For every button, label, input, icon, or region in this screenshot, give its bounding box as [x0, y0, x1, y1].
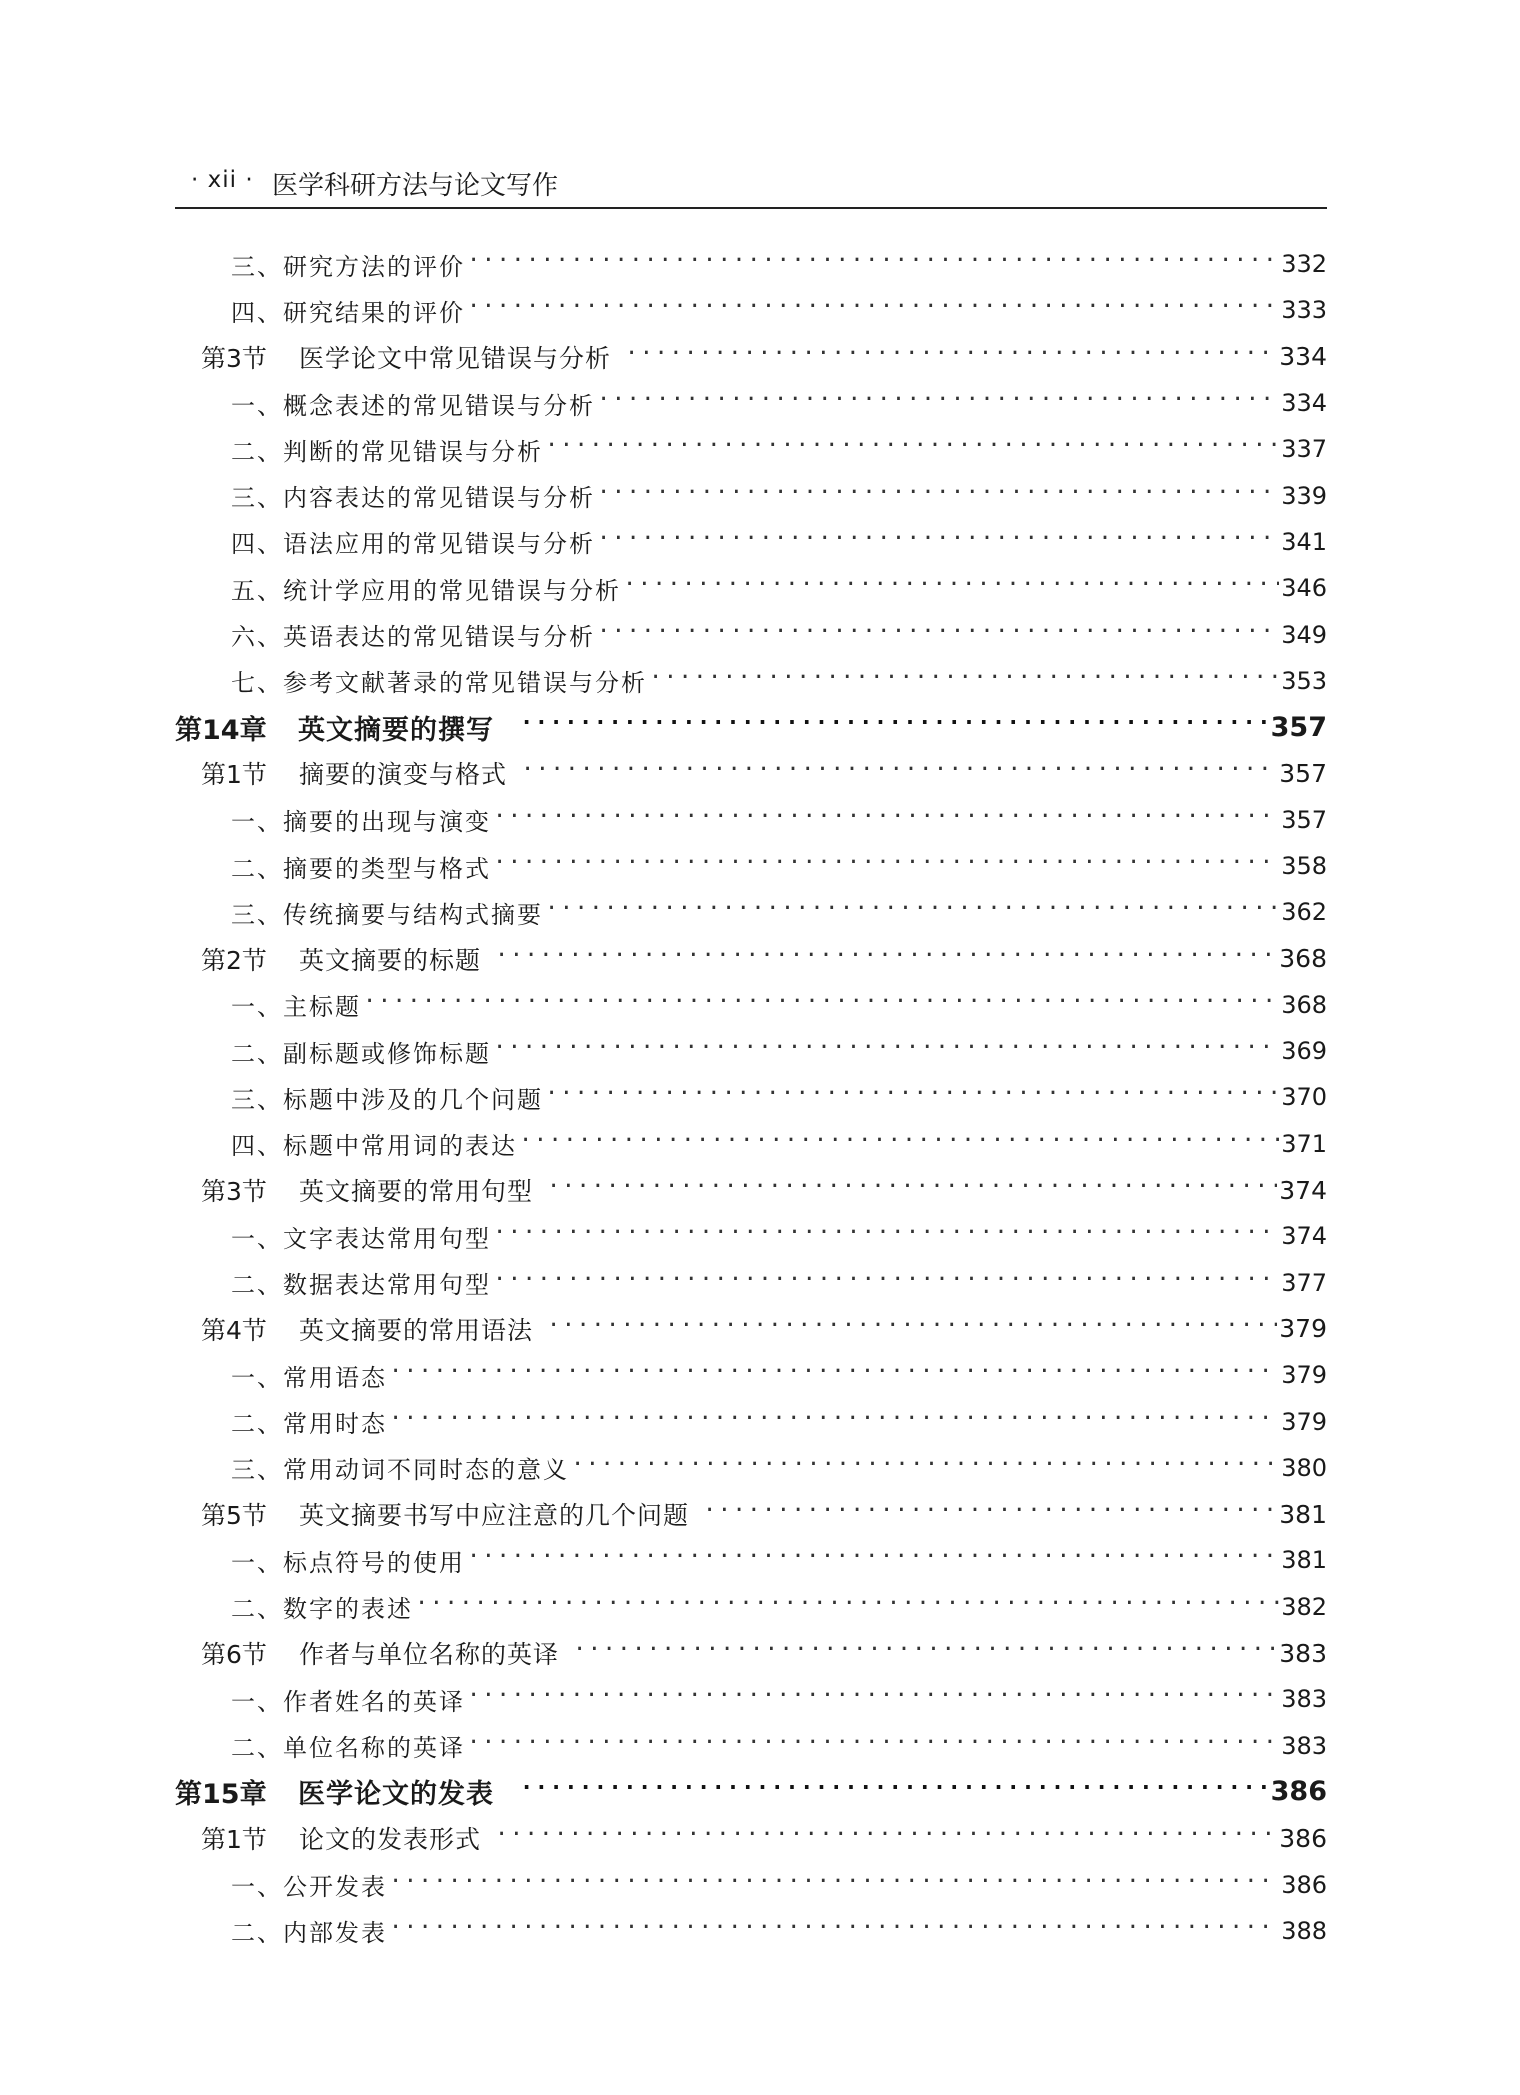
toc-entry-title-wrap	[201, 941, 481, 977]
toc-entry-title-wrap	[231, 1265, 491, 1300]
toc-page-number: 353	[1281, 666, 1327, 695]
toc-section-row	[175, 1167, 1327, 1213]
toc-entry-title-wrap	[231, 1358, 387, 1393]
toc-page-number: 358	[1281, 852, 1327, 880]
toc-item-row	[175, 380, 1327, 426]
toc-chapter-number: 第14章	[175, 714, 267, 746]
toc-section-title: 医学论文中常见错误与分析	[299, 343, 612, 373]
dot-leader	[597, 486, 1279, 506]
dot-leader	[467, 1689, 1279, 1709]
toc-entry-title-wrap	[231, 247, 465, 282]
toc-item-row	[175, 982, 1327, 1028]
dot-leader	[547, 1319, 1277, 1339]
toc-page-number: 379	[1281, 1407, 1327, 1436]
dot-leader	[520, 1782, 1269, 1802]
toc-section-row	[175, 935, 1327, 981]
toc-entry-title-wrap	[231, 1728, 465, 1763]
toc-item-row	[175, 1074, 1327, 1120]
toc-item-title: 一、作者姓名的英译	[231, 1687, 465, 1716]
dot-leader	[573, 1643, 1277, 1663]
toc-page-number: 386	[1279, 1823, 1327, 1853]
toc-section-title: 英文摘要的标题	[299, 945, 482, 975]
toc-section-number: 第1节	[201, 1825, 267, 1855]
header-book-title: 医学科研方法与论文写作	[272, 171, 559, 201]
toc-page-number: 332	[1281, 250, 1327, 279]
toc-item-title: 三、常用动词不同时态的意义	[231, 1456, 569, 1485]
toc-entry-title-wrap	[231, 1126, 517, 1161]
dot-leader	[545, 439, 1279, 459]
toc-item-title: 六、英语表达的常见错误与分析	[231, 623, 595, 652]
toc-page-number: 334	[1281, 389, 1327, 418]
toc-item-row	[175, 1028, 1327, 1074]
dot-leader	[493, 1273, 1279, 1293]
toc-page-number: 377	[1281, 1268, 1327, 1297]
toc-item-title: 二、判断的常见错误与分析	[231, 437, 543, 466]
toc-page-number: 337	[1281, 435, 1327, 464]
toc-item-row	[175, 611, 1327, 657]
toc-entry-title-wrap	[231, 1219, 491, 1254]
toc-item-row	[175, 287, 1327, 333]
dot-leader	[389, 1875, 1279, 1895]
toc-item-row	[175, 426, 1327, 472]
toc-item-row	[175, 1537, 1327, 1583]
dot-leader	[389, 1365, 1279, 1385]
table-of-contents	[175, 241, 1327, 1954]
dot-leader	[597, 625, 1279, 645]
toc-section-title: 论文的发表形式	[299, 1825, 482, 1855]
toc-chapter-row	[175, 1769, 1327, 1815]
toc-chapter-title: 医学论文的发表	[298, 1779, 494, 1811]
toc-entry-title-wrap	[231, 1543, 465, 1578]
toc-item-row	[175, 1861, 1327, 1907]
toc-item-title: 二、内部发表	[231, 1919, 387, 1948]
toc-entry-title-wrap	[175, 1772, 494, 1811]
dot-leader	[571, 1458, 1279, 1478]
toc-section-title: 英文摘要的常用句型	[299, 1177, 534, 1207]
toc-page-number: 386	[1270, 1776, 1327, 1808]
toc-section-row	[175, 750, 1327, 796]
toc-page-number: 383	[1279, 1638, 1327, 1668]
toc-page-number: 357	[1281, 805, 1327, 834]
toc-section-title: 作者与单位名称的英译	[299, 1640, 560, 1670]
dot-leader	[493, 810, 1279, 830]
toc-page-number: 374	[1279, 1175, 1327, 1205]
toc-page-number: 339	[1281, 481, 1327, 510]
toc-entry-title-wrap	[201, 1820, 481, 1856]
toc-item-title: 一、概念表述的常见错误与分析	[231, 391, 595, 420]
toc-page-number: 386	[1281, 1870, 1327, 1899]
toc-chapter-row	[175, 704, 1327, 750]
dot-leader	[649, 671, 1279, 691]
toc-page-number: 374	[1281, 1222, 1327, 1251]
dot-leader	[623, 578, 1279, 598]
toc-page-number: 362	[1281, 898, 1327, 927]
toc-item-row	[175, 472, 1327, 518]
toc-page-number: 383	[1281, 1685, 1327, 1714]
toc-page-number: 380	[1281, 1453, 1327, 1482]
toc-entry-title-wrap	[231, 1034, 491, 1069]
toc-entry-title-wrap	[231, 1450, 569, 1485]
toc-page-number: 370	[1281, 1083, 1327, 1112]
dot-leader	[545, 902, 1279, 922]
dot-leader	[493, 1041, 1279, 1061]
toc-item-title: 二、单位名称的英译	[231, 1734, 465, 1763]
toc-entry-title-wrap	[231, 987, 361, 1022]
toc-entry-title-wrap	[231, 663, 647, 698]
toc-section-title: 英文摘要书写中应注意的几个问题	[299, 1501, 690, 1531]
toc-page-number: 379	[1279, 1314, 1327, 1344]
toc-item-title: 二、数据表达常用句型	[231, 1271, 491, 1300]
toc-entry-title-wrap	[231, 1589, 413, 1624]
toc-entry-title-wrap	[201, 1635, 559, 1671]
toc-entry-title-wrap	[231, 1867, 387, 1902]
dot-leader	[703, 1504, 1277, 1524]
toc-item-title: 三、传统摘要与结构式摘要	[231, 900, 543, 929]
toc-section-number: 第6节	[201, 1640, 267, 1670]
dot-leader	[519, 1134, 1279, 1154]
toc-item-row	[175, 1213, 1327, 1259]
toc-entry-title-wrap	[201, 339, 611, 375]
toc-item-title: 二、常用时态	[231, 1410, 387, 1439]
toc-entry-title-wrap	[231, 895, 543, 930]
toc-page-number: 371	[1281, 1129, 1327, 1158]
toc-section-row	[175, 1491, 1327, 1537]
toc-item-title: 四、语法应用的常见错误与分析	[231, 530, 595, 559]
toc-section-row	[175, 334, 1327, 380]
toc-item-row	[175, 658, 1327, 704]
toc-page-number: 357	[1270, 711, 1327, 743]
dot-leader	[389, 1412, 1279, 1432]
toc-item-row	[175, 241, 1327, 287]
toc-item-title: 七、参考文献著录的常见错误与分析	[231, 669, 647, 698]
toc-item-row	[175, 1121, 1327, 1167]
toc-item-row	[175, 1445, 1327, 1491]
toc-entry-title-wrap	[231, 386, 595, 421]
toc-page-number: 334	[1279, 342, 1327, 372]
toc-section-number: 第1节	[201, 760, 267, 790]
toc-entry-title-wrap	[231, 1080, 543, 1115]
toc-item-row	[175, 519, 1327, 565]
toc-item-title: 一、文字表达常用句型	[231, 1224, 491, 1253]
toc-item-title: 三、研究方法的评价	[231, 252, 465, 281]
dot-leader	[363, 995, 1279, 1015]
toc-chapter-title: 英文摘要的撰写	[298, 714, 494, 746]
toc-item-row	[175, 1676, 1327, 1722]
dot-leader	[547, 1180, 1277, 1200]
toc-entry-title-wrap	[201, 1496, 689, 1532]
dot-leader	[597, 393, 1279, 413]
toc-item-title: 四、研究结果的评价	[231, 298, 465, 327]
dot-leader	[495, 1828, 1277, 1848]
toc-item-title: 二、数字的表述	[231, 1595, 413, 1624]
toc-section-row	[175, 1815, 1327, 1861]
toc-entry-title-wrap	[231, 802, 491, 837]
toc-page-number: 383	[1281, 1731, 1327, 1760]
dot-leader	[467, 1550, 1279, 1570]
toc-item-title: 一、公开发表	[231, 1873, 387, 1902]
toc-page-number: 388	[1281, 1916, 1327, 1945]
toc-section-row	[175, 1306, 1327, 1352]
toc-page-number: 368	[1281, 990, 1327, 1019]
toc-entry-title-wrap	[231, 524, 595, 559]
toc-page-number: 349	[1281, 620, 1327, 649]
dot-leader	[625, 347, 1277, 367]
toc-entry-title-wrap	[231, 1913, 387, 1948]
toc-item-row	[175, 1723, 1327, 1769]
toc-entry-title-wrap	[231, 1404, 387, 1439]
toc-item-title: 三、内容表达的常见错误与分析	[231, 484, 595, 513]
toc-page-number: 381	[1279, 1499, 1327, 1529]
toc-item-row	[175, 1584, 1327, 1630]
toc-entry-title-wrap	[231, 478, 595, 513]
toc-item-title: 二、摘要的类型与格式	[231, 854, 491, 883]
toc-item-row	[175, 843, 1327, 889]
toc-section-number: 第2节	[201, 945, 267, 975]
header-page-number: · xii ·	[191, 167, 254, 193]
toc-section-title: 英文摘要的常用语法	[299, 1315, 534, 1345]
dot-leader	[389, 1921, 1279, 1941]
running-header	[175, 163, 1327, 209]
dot-leader	[495, 949, 1277, 969]
toc-section-number: 第5节	[201, 1501, 267, 1531]
toc-entry-title-wrap	[201, 1311, 533, 1347]
toc-item-title: 五、统计学应用的常见错误与分析	[231, 576, 621, 605]
dot-leader	[467, 254, 1279, 274]
toc-item-title: 一、常用语态	[231, 1363, 387, 1392]
toc-entry-title-wrap	[231, 617, 595, 652]
toc-page-number: 382	[1281, 1592, 1327, 1621]
toc-entry-title-wrap	[175, 708, 494, 747]
toc-page-number: 357	[1279, 758, 1327, 788]
toc-item-title: 二、副标题或修饰标题	[231, 1039, 491, 1068]
toc-page-number: 369	[1281, 1037, 1327, 1066]
toc-page-number: 333	[1281, 296, 1327, 325]
dot-leader	[597, 532, 1279, 552]
toc-page-number: 379	[1281, 1361, 1327, 1390]
toc-item-row	[175, 1260, 1327, 1306]
toc-page-number: 346	[1281, 574, 1327, 603]
toc-section-number: 第3节	[201, 343, 267, 373]
toc-section-row	[175, 1630, 1327, 1676]
dot-leader	[520, 717, 1269, 737]
dot-leader	[467, 1736, 1279, 1756]
dot-leader	[493, 1226, 1279, 1246]
toc-page-number: 368	[1279, 944, 1327, 974]
toc-item-title: 一、主标题	[231, 993, 361, 1022]
dot-leader	[415, 1597, 1279, 1617]
toc-item-row	[175, 797, 1327, 843]
dot-leader	[545, 1087, 1279, 1107]
toc-section-title: 摘要的演变与格式	[299, 760, 508, 790]
toc-item-title: 四、标题中常用词的表达	[231, 1132, 517, 1161]
toc-chapter-number: 第15章	[175, 1779, 267, 1811]
toc-section-number: 第4节	[201, 1315, 267, 1345]
toc-section-number: 第3节	[201, 1177, 267, 1207]
toc-entry-title-wrap	[231, 293, 465, 328]
dot-leader	[493, 856, 1279, 876]
toc-item-row	[175, 565, 1327, 611]
toc-entry-title-wrap	[201, 1172, 533, 1208]
toc-item-row	[175, 1352, 1327, 1398]
toc-item-title: 一、标点符号的使用	[231, 1548, 465, 1577]
dot-leader	[467, 300, 1279, 320]
toc-entry-title-wrap	[231, 571, 621, 606]
toc-item-row	[175, 889, 1327, 935]
toc-item-row	[175, 1908, 1327, 1954]
toc-page-number: 341	[1281, 527, 1327, 556]
toc-page-number: 381	[1281, 1546, 1327, 1575]
toc-entry-title-wrap	[231, 1682, 465, 1717]
toc-entry-title-wrap	[201, 755, 507, 791]
toc-entry-title-wrap	[231, 432, 543, 467]
toc-item-title: 一、摘要的出现与演变	[231, 808, 491, 837]
toc-entry-title-wrap	[231, 849, 491, 884]
toc-item-title: 三、标题中涉及的几个问题	[231, 1085, 543, 1114]
toc-item-row	[175, 1398, 1327, 1444]
dot-leader	[521, 763, 1277, 783]
